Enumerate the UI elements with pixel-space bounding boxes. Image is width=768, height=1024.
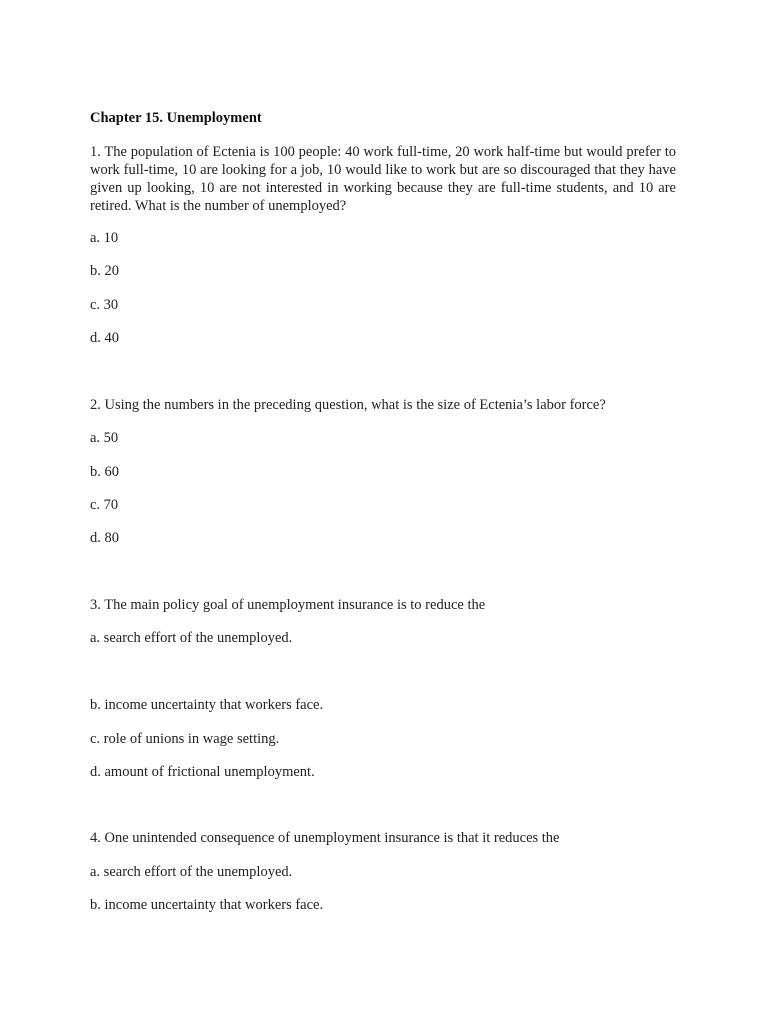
- question-1-option-a: a. 10: [90, 230, 119, 246]
- question-2-option-b: b. 60: [90, 464, 119, 480]
- chapter-title: Chapter 15. Unemployment: [90, 110, 262, 126]
- question-4-option-a: a. search effort of the unemployed.: [90, 864, 293, 880]
- question-1-option-c: c. 30: [90, 297, 119, 313]
- question-4-stem: 4. One unintended consequence of unemployment insurance is that it reduces the: [90, 830, 560, 846]
- question-3-stem: 3. The main policy goal of unemployment insurance is to reduce the: [90, 597, 486, 613]
- question-4-option-b: b. income uncertainty that workers face.: [90, 897, 324, 913]
- question-2-stem: 2. Using the numbers in the preceding question, what is the size of Ectenia’s labor force?: [90, 397, 606, 413]
- question-1-option-b: b. 20: [90, 263, 119, 279]
- question-3-option-c: c. role of unions in wage setting.: [90, 731, 280, 747]
- question-1-stem: 1. The population of Ectenia is 100 people: 40 work full-time, 20 work half-time but would prefer to work full-time, 10 are looking for a job, 10 would like to work but are so discouraged that they have given up looking, 10 are not interested in working because they are full-time students, and 10 are retired. What is the number of unemployed?: [90, 144, 676, 214]
- question-3-option-b: b. income uncertainty that workers face.: [90, 697, 324, 713]
- question-2-option-d: d. 80: [90, 530, 119, 546]
- question-3-option-d: d. amount of frictional unemployment.: [90, 764, 315, 780]
- question-3-option-a: a. search effort of the unemployed.: [90, 630, 293, 646]
- question-2-option-c: c. 70: [90, 497, 119, 513]
- question-2-option-a: a. 50: [90, 430, 119, 446]
- question-1-option-d: d. 40: [90, 330, 119, 346]
